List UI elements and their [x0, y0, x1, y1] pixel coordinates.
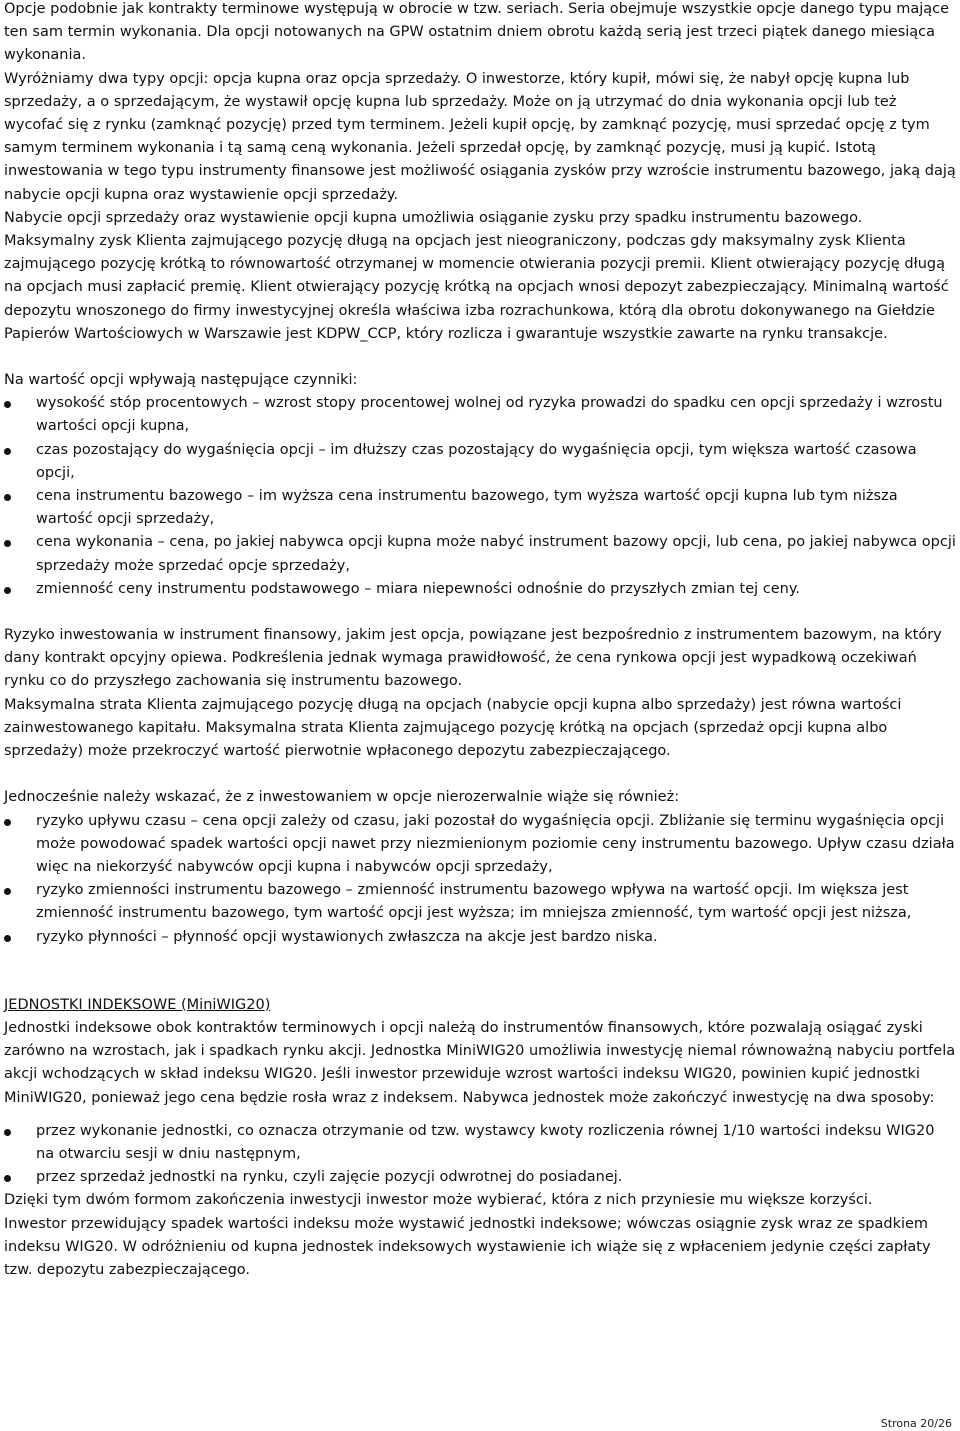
bullet-icon [4, 494, 11, 501]
list-item: ryzyko płynności – płynność opcji wystawionych zwłaszcza na akcje jest bardzo niska. [4, 926, 956, 949]
bullet-icon [4, 1175, 11, 1182]
document-page [4, 0, 956, 1282]
bullet-icon [4, 819, 11, 826]
index-units-list [4, 1120, 956, 1190]
list-item: ryzyko upływu czasu – cena opcji zależy od czasu, jaki pozostał do wygaśnięcia opcji. Zbliżanie się terminu wygaśnięcia opcji może powodować spadek wartości opcji nawet przy niezmienionym poziomie ceny instrumentu bazowego. Upływ czasu działa więc na niekorzyść nabywców opcji kupna i nabywców opcji sprzedaży, [4, 810, 956, 880]
bullet-icon [4, 1129, 11, 1136]
series-paragraph: Opcje podobnie jak kontrakty terminowe występują w obrocie w tzw. seriach. Seria obejmuje wszystkie opcje danego typu mające ten sam termin wykonania. Dla opcji notowanych na GPW ostatnim dniem obrotu każdą serią jest trzeci piątek danego miesiąca wykonania. [4, 1, 950, 64]
bullet-icon [4, 935, 11, 942]
benefits-paragraph: Dzięki tym dwóm formom zakończenia inwestycji inwestor może wybierać, która z nich przyniesie mu większe korzyści. [4, 1192, 873, 1209]
bullet-icon [4, 587, 11, 594]
bullet-icon [4, 448, 11, 455]
index-units-paragraph: Jednostki indeksowe obok kontraktów terminowych i opcji należą do instrumentów finansowych, które pozwalają osiągać zyski zarówno na wzrostach, jak i spadkach rynku akcji. Jednostka MiniWIG20 umożliwia inwestycję niemal równoważną nabyciu portfela akcji wchodzących w skład indeksu WIG20. Jeśli inwestor przewiduje wzrost wartości indeksu WIG20, powinien kupić jednostki MiniWIG20, ponieważ jego cena będzie rosła wraz z indeksem. Nabywca jednostek może zakończyć inwestycję na dwa sposoby: [4, 1019, 956, 1106]
list-item: wysokość stóp procentowych – wzrost stopy procentowej wolnej od ryzyka prowadzi do spadku cen opcji sprzedaży i wzrostu wartości opcji kupna, [4, 392, 956, 438]
list-item: przez wykonanie jednostki, co oznacza otrzymanie od tzw. wystawcy kwoty rozliczenia równej 1/10 wartości indeksu WIG20 na otwarciu sesji w dniu następnym, [4, 1120, 956, 1166]
risks-intro: Jednocześnie należy wskazać, że z inwestowaniem w opcje nierozerwalnie wiąże się również: [4, 789, 680, 806]
risks-list [4, 810, 956, 949]
max-profit-paragraph: Maksymalny zysk Klienta zajmującego pozycję długą na opcjach jest nieograniczony, podczas gdy maksymalny zysk Klienta zajmującego pozycję krótką to równowartość otrzymanej w momencie otwierania pozycji premii. Klient otwierający pozycję długą na opcjach musi zapłacić premię. Klient otwierający pozycję krótką na opcjach wnosi depozyt zabezpieczający. Minimalną wartość depozytu wnoszonego do firmy inwestycyjnej określa właściwa izba rozrachunkowa, którą dla obrotu dokonywanego na Giełdzie Papierów Wartościowych w Warszawie jest KDPW_CCP, który rozlicza i gwarantuje wszystkie zawarte na rynku transakcje. [4, 233, 949, 342]
section-heading: JEDNOSTKI INDEKSOWE (MiniWIG20) [4, 996, 271, 1013]
short-units-paragraph: Inwestor przewidujący spadek wartości indeksu może wystawić jednostki indeksowe; wówczas osiągnie zysk wraz ze spadkiem indeksu WIG20. W odróżnieniu od kupna jednostek indeksowych wystawienie ich wiąże się z wpłaceniem jedynie części zapłaty tzw. depozytu zabezpieczającego. [4, 1215, 931, 1278]
bullet-icon [4, 401, 11, 408]
factors-intro: Na wartość opcji wpływają następujące czynniki: [4, 372, 358, 389]
factors-list [4, 392, 956, 601]
list-item: cena wykonania – cena, po jakiej nabywca opcji kupna może nabyć instrument bazowy opcji, lub cena, po jakiej nabywca opcji sprzedaży może sprzedać opcje sprzedaży, [4, 531, 956, 577]
risk-paragraph: Ryzyko inwestowania w instrument finansowy, jakim jest opcja, powiązane jest bezpośrednio z instrumentem bazowym, na który dany kontrakt opcyjny opiewa. Podkreślenia jednak wymaga prawidłowość, że cena rynkowa opcji jest wypadkową oczekiwań rynku co do przyszłego zachowania się instrumentu bazowego. [4, 627, 942, 690]
max-loss-paragraph: Maksymalna strata Klienta zajmującego pozycję długą na opcjach (nabycie opcji kupna albo sprzedaży) jest równa wartości zainwestowanego kapitału. Maksymalna strata Klienta zajmującego pozycję krótką na opcjach (sprzedaż opcji kupna albo sprzedaży) może przekroczyć wartość pierwotnie wpłaconego depozytu zabezpieczającego. [4, 696, 902, 760]
list-item: ryzyko zmienności instrumentu bazowego – zmienność instrumentu bazowego wpływa na wartość opcji. Im większa jest zmienność instrumentu bazowego, tym wartość opcji jest wyższa; im mniejsza zmienność, tym wartość opcji jest niższa, [4, 879, 956, 925]
list-item: czas pozostający do wygaśnięcia opcji – im dłuższy czas pozostający do wygaśnięcia opcji, tym większa wartość czasowa opcji, [4, 439, 956, 485]
option-types-paragraph: Wyróżniamy dwa typy opcji: opcja kupna oraz opcja sprzedaży. O inwestorze, który kupił, mówi się, że nabył opcję kupna lub sprzedaży, a o sprzedającym, że wystawił opcję kupna lub sprzedaży. Może on ją utrzymać do dnia wykonania opcji lub też wycofać się z rynku (zamknąć pozycję) przed tym terminem. Jeżeli kupił opcję, by zamknąć pozycję, musi sprzedać opcję z tym samym terminem wykonania i tą samą ceną wykonania. Jeżeli sprzedał opcję, by zamknąć pozycję, musi ją kupić. Istotą inwestowania w tego typu instrumenty finansowe jest możliwość osiągania zysków przy wzroście instrumentu bazowego, jaką dają nabycie opcji kupna oraz wystawienie opcji sprzedaży. [4, 70, 956, 203]
list-item: zmienność ceny instrumentu podstawowego – miara niepewności odnośnie do przyszłych zmian tej ceny. [4, 578, 956, 601]
sell-options-paragraph: Nabycie opcji sprzedaży oraz wystawienie opcji kupna umożliwia osiąganie zysku przy spadku instrumentu bazowego. [4, 209, 863, 226]
list-item: cena instrumentu bazowego – im wyższa cena instrumentu bazowego, tym wyższa wartość opcji kupna lub tym niższa wartość opcji sprzedaży, [4, 485, 956, 531]
bullet-icon [4, 540, 11, 547]
list-item: przez sprzedaż jednostki na rynku, czyli zajęcie pozycji odwrotnej do posiadanej. [4, 1166, 956, 1189]
page-number: Strona 20/26 [880, 1417, 952, 1430]
bullet-icon [4, 888, 11, 895]
